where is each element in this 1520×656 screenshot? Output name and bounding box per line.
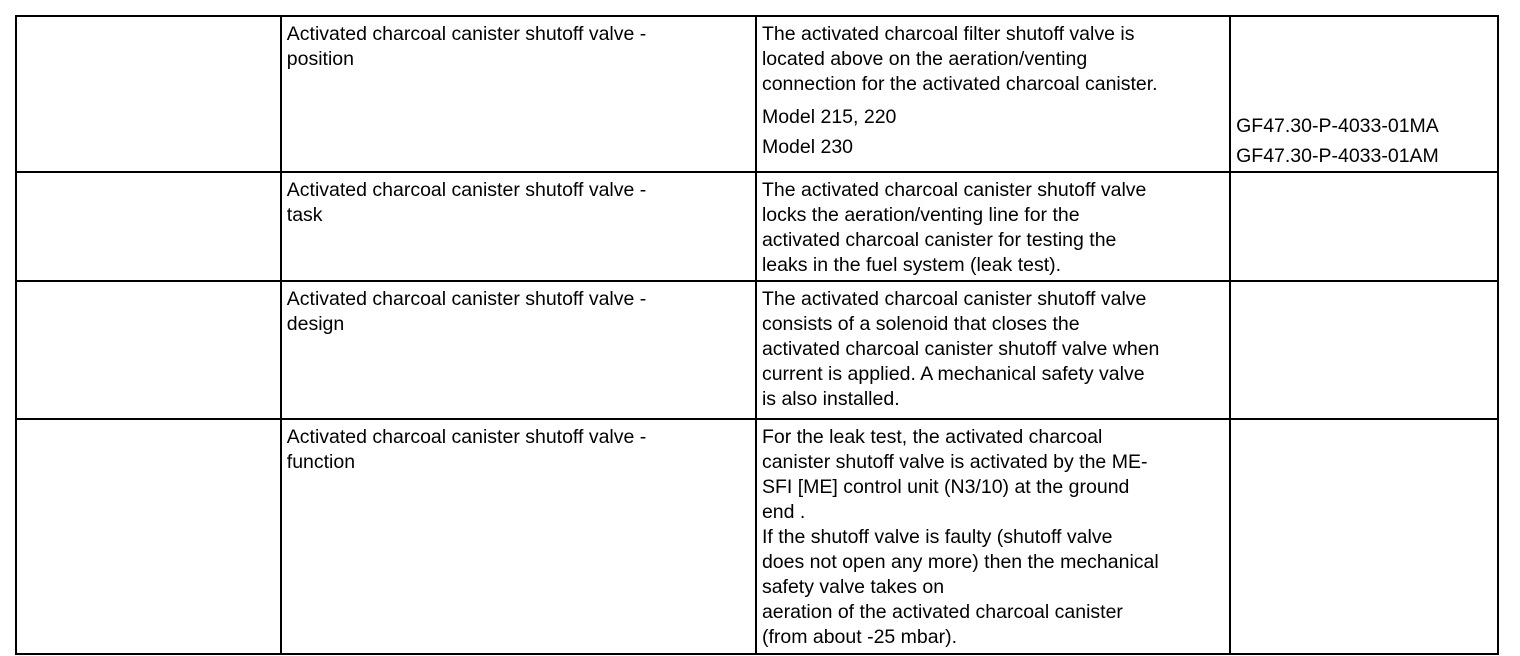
topic-text: position: [286, 48, 354, 70]
description-text: located above on the aeration/venting: [761, 48, 1088, 70]
table-row-design: [16, 281, 1498, 419]
topic-text: task: [286, 204, 323, 226]
description-text: aeration of the activated charcoal canister: [761, 601, 1123, 623]
description-text: does not open any more) then the mechanical: [761, 551, 1159, 573]
description-cell: [756, 16, 1230, 172]
topic-cell: [281, 16, 756, 172]
reference-cell: [1230, 419, 1498, 654]
description-text: connection for the activated charcoal canister.: [761, 73, 1158, 95]
description-cell: [756, 281, 1230, 419]
description-text: For the leak test, the activated charcoal: [761, 426, 1103, 448]
document-reference-link[interactable]: GF47.30-P-4033-01AM: [1236, 145, 1439, 167]
description-text: consists of a solenoid that closes the: [761, 313, 1080, 335]
description-text: If the shutoff valve is faulty (shutoff valve: [761, 526, 1113, 548]
description-text: leaks in the fuel system (leak test).: [761, 254, 1062, 276]
empty-cell: [16, 172, 281, 281]
topic-text: design: [286, 313, 345, 335]
description-text: safety valve takes on: [761, 576, 945, 598]
document-reference-link[interactable]: GF47.30-P-4033-01MA: [1236, 115, 1439, 137]
description-text: locks the aeration/venting line for the: [761, 204, 1080, 226]
description-text: SFI [ME] control unit (N3/10) at the ground: [761, 476, 1130, 498]
model-label: Model 215, 220: [761, 106, 897, 128]
empty-cell: [16, 281, 281, 419]
topic-text: Activated charcoal canister shutoff valve -: [286, 288, 647, 310]
topic-cell: [281, 281, 756, 419]
description-text: activated charcoal canister shutoff valve when: [761, 338, 1160, 360]
topic-cell: [281, 419, 756, 654]
reference-cell: [1230, 172, 1498, 281]
description-text: activated charcoal canister for testing the: [761, 229, 1117, 251]
topic-text: function: [286, 451, 356, 473]
description-cell: [756, 172, 1230, 281]
description-text: current is applied. A mechanical safety valve: [761, 363, 1145, 385]
description-text: end .: [761, 501, 806, 523]
description-text: is also installed.: [761, 388, 900, 410]
topic-cell: [281, 172, 756, 281]
description-text: canister shutoff valve is activated by the ME-: [761, 451, 1148, 473]
topic-text: Activated charcoal canister shutoff valve -: [286, 23, 647, 45]
topic-text: Activated charcoal canister shutoff valve -: [286, 179, 647, 201]
topic-text: Activated charcoal canister shutoff valve -: [286, 426, 647, 448]
description-text: The activated charcoal canister shutoff valve: [761, 179, 1147, 201]
table-row-task: [16, 172, 1498, 281]
empty-cell: [16, 419, 281, 654]
model-label: Model 230: [761, 136, 854, 158]
description-text: The activated charcoal canister shutoff valve: [761, 288, 1147, 310]
table-row-position: [16, 16, 1498, 172]
table-row-function: [16, 419, 1498, 654]
empty-cell: [16, 16, 281, 172]
reference-cell: [1230, 16, 1498, 172]
reference-cell: [1230, 281, 1498, 419]
document-table: [15, 15, 1499, 655]
description-text: (from about -25 mbar).: [761, 626, 958, 648]
description-text: The activated charcoal filter shutoff valve is: [761, 23, 1135, 45]
description-cell: [756, 419, 1230, 654]
